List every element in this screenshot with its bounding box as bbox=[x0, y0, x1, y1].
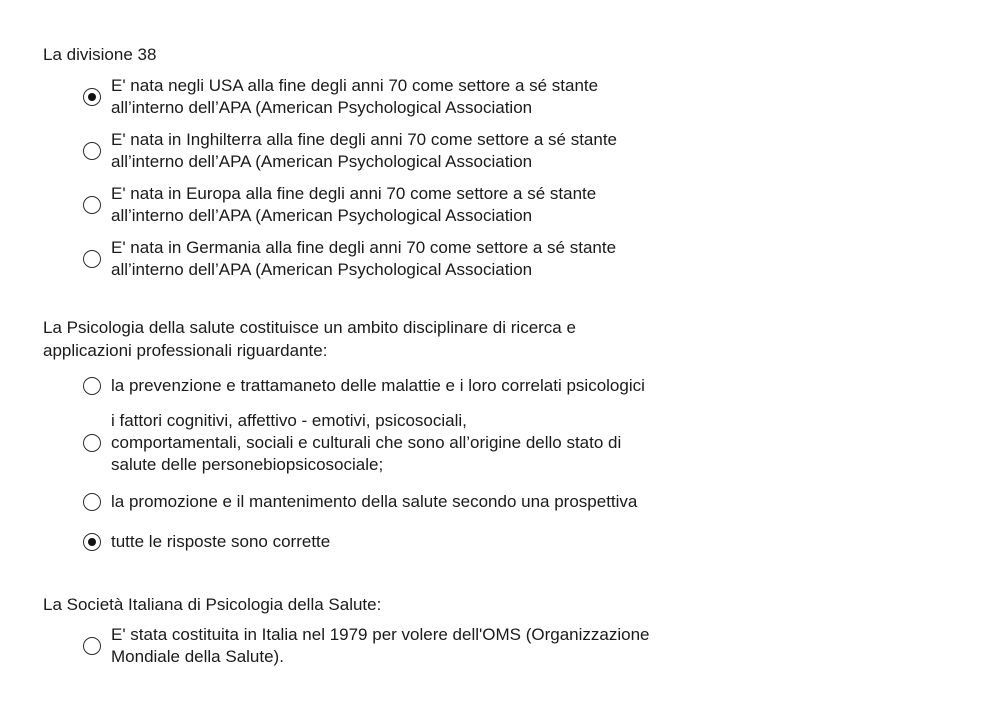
q2-option-4[interactable] bbox=[83, 531, 743, 553]
radio-button[interactable] bbox=[83, 196, 101, 214]
radio-button[interactable] bbox=[83, 250, 101, 268]
option-label: E' nata in Inghilterra alla fine degli anni 70 come settore a sé stante all’interno dell’APA (American Psychological Association bbox=[111, 130, 617, 171]
option-label: E' nata in Europa alla fine degli anni 70 come settore a sé stante all’interno dell’APA (American Psychological Association bbox=[111, 184, 597, 225]
question-1-title: La divisione 38 bbox=[43, 45, 157, 64]
radio-button[interactable] bbox=[83, 142, 101, 160]
radio-button[interactable] bbox=[83, 434, 101, 452]
option-label: tutte le risposte sono corrette bbox=[111, 532, 331, 551]
option-label: la prevenzione e trattamaneto delle malattie e i loro correlati psicologici bbox=[111, 376, 645, 395]
q2-option-2[interactable] bbox=[83, 410, 743, 476]
question-3 bbox=[43, 593, 763, 616]
q2-option-1[interactable] bbox=[83, 375, 743, 397]
option-label: E' nata in Germania alla fine degli anni 70 come settore a sé stante all’interno dell’APA (American Psychological Association bbox=[111, 238, 617, 279]
q1-option-1[interactable] bbox=[83, 75, 743, 119]
radio-button[interactable] bbox=[83, 637, 101, 655]
option-label: E' nata negli USA alla fine degli anni 70 come settore a sé stante all’interno dell’APA (American Psychological Association bbox=[111, 76, 599, 117]
question-2-title: La Psicologia della salute costituisce un ambito disciplinare di ricerca e applicazioni professionali riguardante: bbox=[43, 318, 576, 360]
q3-option-1[interactable] bbox=[83, 624, 743, 668]
question-3-title: La Società Italiana di Psicologia della Salute: bbox=[43, 595, 382, 614]
q1-option-3[interactable] bbox=[83, 183, 743, 227]
option-label: i fattori cognitivi, affettivo - emotivi, psicosociali, comportamentali, sociali e culturali che sono all’origine dello stato di salute delle personebiopsicosociale; bbox=[111, 411, 622, 474]
q1-option-4[interactable] bbox=[83, 237, 743, 281]
radio-button[interactable] bbox=[83, 493, 101, 511]
q1-option-2[interactable] bbox=[83, 129, 743, 173]
option-label: E' stata costituita in Italia nel 1979 per volere dell'OMS (Organizzazione Mondiale della Salute). bbox=[111, 625, 650, 666]
radio-button-selected[interactable] bbox=[83, 88, 101, 106]
option-label: la promozione e il mantenimento della salute secondo una prospettiva bbox=[111, 492, 638, 511]
radio-button[interactable] bbox=[83, 377, 101, 395]
radio-button-selected[interactable] bbox=[83, 533, 101, 551]
q2-option-3[interactable] bbox=[83, 491, 743, 513]
question-1 bbox=[43, 43, 763, 66]
question-2 bbox=[43, 316, 763, 362]
